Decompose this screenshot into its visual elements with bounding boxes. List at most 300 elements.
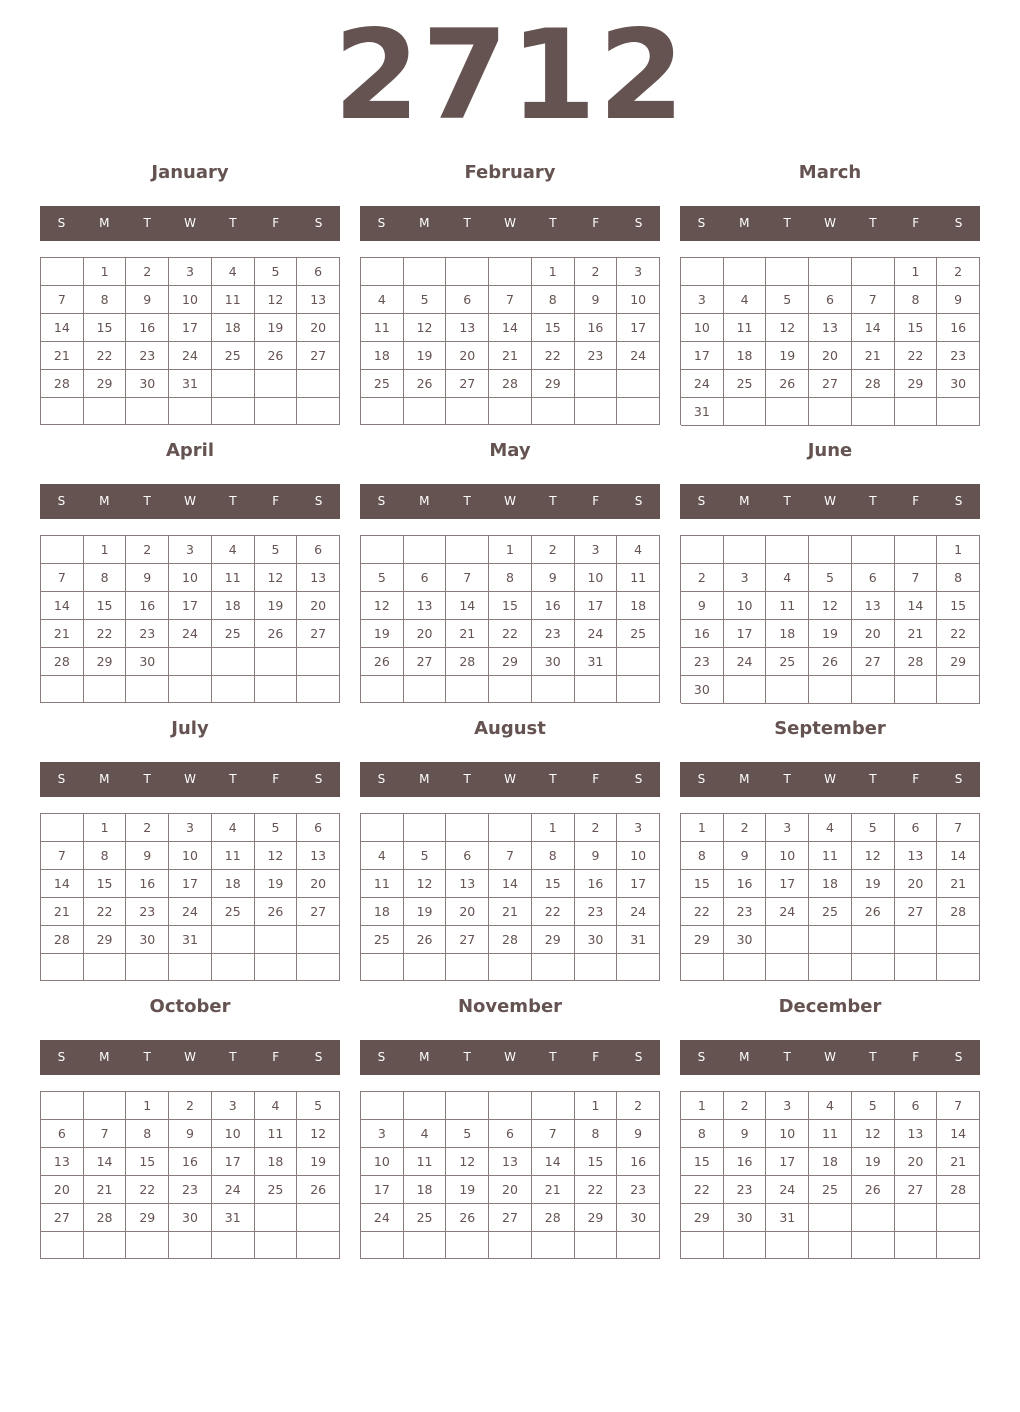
day-cell: 4	[404, 1120, 447, 1148]
day-cell: 28	[937, 898, 980, 926]
weekday-label: F	[592, 772, 600, 786]
weekday-label: W	[504, 216, 516, 230]
day-cell: 21	[895, 620, 938, 648]
day-cell: 24	[681, 370, 724, 398]
day-cell: 28	[84, 1204, 127, 1232]
day-cell: 16	[126, 870, 169, 898]
weekday-label: T	[463, 1050, 471, 1064]
weekday-label: M	[99, 494, 110, 508]
weekday-label: T	[869, 216, 877, 230]
day-cell: 1	[681, 814, 724, 842]
day-cell: 11	[212, 564, 255, 592]
weekday-label: T	[549, 1050, 557, 1064]
empty-day-cell	[489, 676, 532, 703]
empty-day-cell	[766, 954, 809, 981]
day-cell: 12	[361, 592, 404, 620]
day-cell: 10	[169, 842, 212, 870]
day-cell: 11	[212, 842, 255, 870]
empty-day-cell	[212, 370, 255, 398]
day-cell: 31	[617, 926, 660, 954]
day-cell: 1	[937, 536, 980, 564]
day-cell: 12	[255, 842, 298, 870]
day-cell: 21	[937, 1148, 980, 1176]
day-cell: 17	[766, 1148, 809, 1176]
day-cell: 26	[766, 370, 809, 398]
day-cell: 27	[297, 620, 340, 648]
empty-day-cell	[937, 398, 980, 426]
day-cell: 28	[489, 370, 532, 398]
empty-day-cell	[255, 1232, 298, 1259]
empty-day-cell	[937, 676, 980, 704]
day-cell: 28	[532, 1204, 575, 1232]
empty-day-cell	[84, 676, 127, 703]
day-cell: 11	[617, 564, 660, 592]
day-cell: 4	[361, 286, 404, 314]
empty-day-cell	[895, 676, 938, 704]
empty-day-cell	[361, 1232, 404, 1259]
empty-day-cell	[297, 926, 340, 954]
day-cell: 6	[404, 564, 447, 592]
weekday-label: T	[869, 494, 877, 508]
day-cell: 26	[255, 620, 298, 648]
day-cell: 19	[809, 620, 852, 648]
day-cell: 1	[84, 814, 127, 842]
day-cell: 18	[617, 592, 660, 620]
day-cell: 22	[681, 1176, 724, 1204]
day-cell: 6	[809, 286, 852, 314]
empty-day-cell	[809, 954, 852, 981]
empty-day-cell	[404, 398, 447, 425]
day-cell: 10	[212, 1120, 255, 1148]
day-cell: 25	[212, 898, 255, 926]
weekday-label: T	[229, 772, 237, 786]
empty-day-cell	[361, 814, 404, 842]
empty-day-cell	[297, 398, 340, 425]
day-cell: 17	[169, 592, 212, 620]
day-cell: 2	[575, 814, 618, 842]
empty-day-cell	[169, 648, 212, 676]
empty-day-cell	[84, 1232, 127, 1259]
day-cell: 18	[361, 898, 404, 926]
day-cell: 3	[681, 286, 724, 314]
day-cell: 6	[297, 258, 340, 286]
day-cell: 16	[126, 592, 169, 620]
empty-day-cell	[895, 1204, 938, 1232]
empty-day-cell	[255, 648, 298, 676]
day-cell: 5	[852, 1092, 895, 1120]
weekday-label: M	[419, 494, 430, 508]
day-cell: 14	[489, 870, 532, 898]
empty-day-cell	[809, 676, 852, 704]
empty-day-cell	[809, 926, 852, 954]
empty-day-cell	[809, 536, 852, 564]
weekday-label: T	[869, 772, 877, 786]
day-cell: 26	[404, 370, 447, 398]
weekday-label: F	[592, 1050, 600, 1064]
day-cell: 1	[681, 1092, 724, 1120]
day-cell: 23	[575, 898, 618, 926]
day-cell: 8	[84, 842, 127, 870]
empty-day-cell	[404, 258, 447, 286]
empty-day-cell	[766, 398, 809, 426]
weekday-label: T	[229, 1050, 237, 1064]
weekday-label: T	[143, 772, 151, 786]
weekday-header	[40, 1040, 340, 1075]
day-cell: 21	[41, 898, 84, 926]
day-cell: 9	[126, 842, 169, 870]
day-cell: 11	[361, 870, 404, 898]
day-cell: 2	[724, 1092, 767, 1120]
day-cell: 3	[766, 1092, 809, 1120]
weekday-label: W	[824, 494, 836, 508]
day-cell: 26	[255, 898, 298, 926]
empty-day-cell	[937, 1232, 980, 1259]
day-cell: 28	[41, 926, 84, 954]
weekday-label: S	[697, 772, 706, 786]
empty-day-cell	[937, 954, 980, 981]
empty-day-cell	[126, 954, 169, 981]
day-cell: 20	[446, 898, 489, 926]
day-cell: 1	[84, 536, 127, 564]
day-cell: 27	[446, 370, 489, 398]
day-cell: 19	[404, 898, 447, 926]
day-cell: 8	[681, 1120, 724, 1148]
empty-day-cell	[255, 1204, 298, 1232]
weekday-label: W	[824, 1050, 836, 1064]
day-cell: 26	[297, 1176, 340, 1204]
day-cell: 24	[617, 342, 660, 370]
weekday-label: S	[57, 772, 66, 786]
day-cell: 7	[446, 564, 489, 592]
empty-day-cell	[297, 954, 340, 981]
day-cell: 7	[937, 1092, 980, 1120]
day-cell: 27	[297, 898, 340, 926]
empty-day-cell	[212, 648, 255, 676]
day-cell: 10	[617, 286, 660, 314]
day-cell: 29	[575, 1204, 618, 1232]
weekday-header	[680, 484, 980, 519]
empty-day-cell	[41, 1092, 84, 1120]
weekday-label: S	[697, 1050, 706, 1064]
day-cell: 27	[895, 1176, 938, 1204]
day-cell: 23	[126, 898, 169, 926]
day-cell: 28	[446, 648, 489, 676]
day-cell: 2	[575, 258, 618, 286]
empty-day-cell	[41, 398, 84, 425]
day-cell: 16	[575, 314, 618, 342]
day-cell: 26	[404, 926, 447, 954]
empty-day-cell	[681, 536, 724, 564]
weekday-label: S	[57, 1050, 66, 1064]
empty-day-cell	[724, 258, 767, 286]
weekday-header	[680, 206, 980, 241]
empty-day-cell	[361, 1092, 404, 1120]
day-cell: 10	[617, 842, 660, 870]
day-cell: 16	[724, 1148, 767, 1176]
day-cell: 17	[617, 870, 660, 898]
weekday-label: S	[314, 1050, 323, 1064]
day-cell: 25	[724, 370, 767, 398]
empty-day-cell	[41, 954, 84, 981]
day-cell: 28	[937, 1176, 980, 1204]
day-cell: 3	[617, 814, 660, 842]
day-cell: 24	[169, 898, 212, 926]
day-cell: 10	[681, 314, 724, 342]
day-cell: 10	[361, 1148, 404, 1176]
day-cell: 13	[895, 1120, 938, 1148]
day-grid	[360, 257, 660, 425]
day-cell: 20	[852, 620, 895, 648]
day-cell: 7	[41, 286, 84, 314]
day-cell: 15	[84, 870, 127, 898]
day-cell: 20	[297, 314, 340, 342]
weekday-label: F	[592, 494, 600, 508]
month-name: February	[464, 162, 556, 183]
weekday-label: S	[954, 1050, 963, 1064]
day-cell: 19	[404, 342, 447, 370]
day-cell: 19	[255, 870, 298, 898]
day-cell: 1	[575, 1092, 618, 1120]
empty-day-cell	[255, 676, 298, 703]
weekday-header	[360, 1040, 660, 1075]
empty-day-cell	[575, 1232, 618, 1259]
day-cell: 25	[404, 1204, 447, 1232]
empty-day-cell	[852, 1232, 895, 1259]
day-cell: 20	[895, 870, 938, 898]
empty-day-cell	[724, 954, 767, 981]
day-cell: 30	[126, 648, 169, 676]
weekday-label: T	[869, 1050, 877, 1064]
day-cell: 22	[532, 898, 575, 926]
day-cell: 12	[255, 564, 298, 592]
empty-day-cell	[41, 258, 84, 286]
empty-day-cell	[446, 536, 489, 564]
day-cell: 31	[766, 1204, 809, 1232]
day-cell: 10	[766, 1120, 809, 1148]
day-cell: 22	[532, 342, 575, 370]
empty-day-cell	[212, 1232, 255, 1259]
weekday-label: S	[57, 494, 66, 508]
day-cell: 4	[617, 536, 660, 564]
empty-day-cell	[809, 1204, 852, 1232]
empty-day-cell	[489, 398, 532, 425]
day-cell: 29	[532, 370, 575, 398]
month-name: December	[778, 996, 882, 1017]
empty-day-cell	[404, 536, 447, 564]
day-cell: 22	[937, 620, 980, 648]
day-cell: 11	[809, 842, 852, 870]
day-cell: 10	[169, 564, 212, 592]
weekday-label: S	[954, 772, 963, 786]
empty-day-cell	[255, 926, 298, 954]
day-cell: 18	[255, 1148, 298, 1176]
day-cell: 2	[126, 258, 169, 286]
day-cell: 25	[361, 926, 404, 954]
empty-day-cell	[617, 648, 660, 676]
day-cell: 15	[937, 592, 980, 620]
day-cell: 8	[489, 564, 532, 592]
weekday-label: F	[912, 1050, 920, 1064]
empty-day-cell	[446, 1232, 489, 1259]
day-cell: 25	[766, 648, 809, 676]
empty-day-cell	[446, 258, 489, 286]
day-cell: 15	[532, 314, 575, 342]
day-cell: 19	[766, 342, 809, 370]
day-cell: 25	[809, 1176, 852, 1204]
weekday-label: F	[912, 216, 920, 230]
day-cell: 18	[404, 1176, 447, 1204]
day-cell: 3	[212, 1092, 255, 1120]
day-cell: 6	[41, 1120, 84, 1148]
empty-day-cell	[489, 954, 532, 981]
empty-day-cell	[361, 536, 404, 564]
day-cell: 31	[169, 926, 212, 954]
day-cell: 17	[169, 870, 212, 898]
empty-day-cell	[937, 1204, 980, 1232]
weekday-label: W	[184, 772, 196, 786]
empty-day-cell	[489, 258, 532, 286]
day-cell: 30	[724, 926, 767, 954]
day-cell: 9	[126, 564, 169, 592]
empty-day-cell	[84, 1092, 127, 1120]
day-cell: 31	[212, 1204, 255, 1232]
day-cell: 31	[681, 398, 724, 426]
day-cell: 23	[126, 342, 169, 370]
weekday-label: T	[143, 216, 151, 230]
day-cell: 5	[404, 842, 447, 870]
weekday-label: W	[184, 216, 196, 230]
day-cell: 24	[575, 620, 618, 648]
day-cell: 6	[895, 814, 938, 842]
empty-day-cell	[532, 1232, 575, 1259]
empty-day-cell	[446, 954, 489, 981]
day-cell: 15	[681, 870, 724, 898]
day-cell: 7	[532, 1120, 575, 1148]
day-cell: 30	[532, 648, 575, 676]
empty-day-cell	[41, 536, 84, 564]
day-cell: 18	[212, 870, 255, 898]
day-cell: 23	[937, 342, 980, 370]
day-cell: 21	[532, 1176, 575, 1204]
weekday-label: S	[634, 1050, 643, 1064]
day-cell: 17	[724, 620, 767, 648]
day-cell: 3	[575, 536, 618, 564]
weekday-label: F	[272, 494, 280, 508]
day-cell: 9	[724, 842, 767, 870]
day-cell: 6	[446, 286, 489, 314]
weekday-label: T	[229, 216, 237, 230]
day-cell: 8	[681, 842, 724, 870]
empty-day-cell	[766, 258, 809, 286]
day-cell: 13	[446, 314, 489, 342]
day-cell: 23	[126, 620, 169, 648]
day-cell: 13	[297, 564, 340, 592]
empty-day-cell	[617, 398, 660, 425]
empty-day-cell	[255, 370, 298, 398]
empty-day-cell	[724, 536, 767, 564]
day-cell: 11	[255, 1120, 298, 1148]
day-cell: 9	[575, 842, 618, 870]
day-cell: 23	[575, 342, 618, 370]
empty-day-cell	[84, 398, 127, 425]
weekday-label: F	[912, 494, 920, 508]
empty-day-cell	[169, 1232, 212, 1259]
day-cell: 22	[84, 342, 127, 370]
day-cell: 29	[489, 648, 532, 676]
weekday-label: W	[504, 494, 516, 508]
day-cell: 7	[895, 564, 938, 592]
empty-day-cell	[532, 398, 575, 425]
day-cell: 8	[84, 286, 127, 314]
weekday-label: T	[783, 1050, 791, 1064]
empty-day-cell	[446, 398, 489, 425]
day-cell: 20	[297, 870, 340, 898]
empty-day-cell	[361, 258, 404, 286]
empty-day-cell	[809, 1232, 852, 1259]
day-cell: 30	[724, 1204, 767, 1232]
weekday-label: T	[783, 494, 791, 508]
empty-day-cell	[126, 398, 169, 425]
empty-day-cell	[489, 1232, 532, 1259]
day-cell: 15	[895, 314, 938, 342]
weekday-header	[680, 1040, 980, 1075]
day-cell: 5	[446, 1120, 489, 1148]
day-cell: 4	[255, 1092, 298, 1120]
day-cell: 19	[255, 592, 298, 620]
month-name: March	[798, 162, 862, 183]
day-cell: 21	[937, 870, 980, 898]
weekday-label: M	[419, 216, 430, 230]
day-cell: 4	[809, 1092, 852, 1120]
day-cell: 4	[361, 842, 404, 870]
weekday-label: S	[377, 494, 386, 508]
empty-day-cell	[126, 676, 169, 703]
weekday-label: W	[184, 1050, 196, 1064]
day-cell: 13	[404, 592, 447, 620]
day-cell: 6	[297, 536, 340, 564]
day-cell: 15	[84, 592, 127, 620]
day-cell: 28	[852, 370, 895, 398]
day-cell: 24	[212, 1176, 255, 1204]
weekday-label: F	[592, 216, 600, 230]
empty-day-cell	[852, 398, 895, 426]
day-cell: 14	[41, 870, 84, 898]
empty-day-cell	[532, 676, 575, 703]
day-cell: 18	[766, 620, 809, 648]
weekday-label: M	[739, 494, 750, 508]
day-cell: 3	[361, 1120, 404, 1148]
day-cell: 21	[489, 898, 532, 926]
day-cell: 22	[489, 620, 532, 648]
day-cell: 18	[212, 314, 255, 342]
weekday-label: M	[99, 772, 110, 786]
day-cell: 8	[532, 286, 575, 314]
empty-day-cell	[895, 536, 938, 564]
day-cell: 16	[169, 1148, 212, 1176]
weekday-header	[40, 206, 340, 241]
day-cell: 18	[724, 342, 767, 370]
day-cell: 17	[681, 342, 724, 370]
weekday-label: T	[143, 1050, 151, 1064]
weekday-header	[360, 206, 660, 241]
day-cell: 20	[297, 592, 340, 620]
day-cell: 13	[895, 842, 938, 870]
day-cell: 2	[724, 814, 767, 842]
day-cell: 14	[532, 1148, 575, 1176]
day-grid	[680, 257, 980, 425]
day-cell: 24	[361, 1204, 404, 1232]
day-cell: 26	[446, 1204, 489, 1232]
